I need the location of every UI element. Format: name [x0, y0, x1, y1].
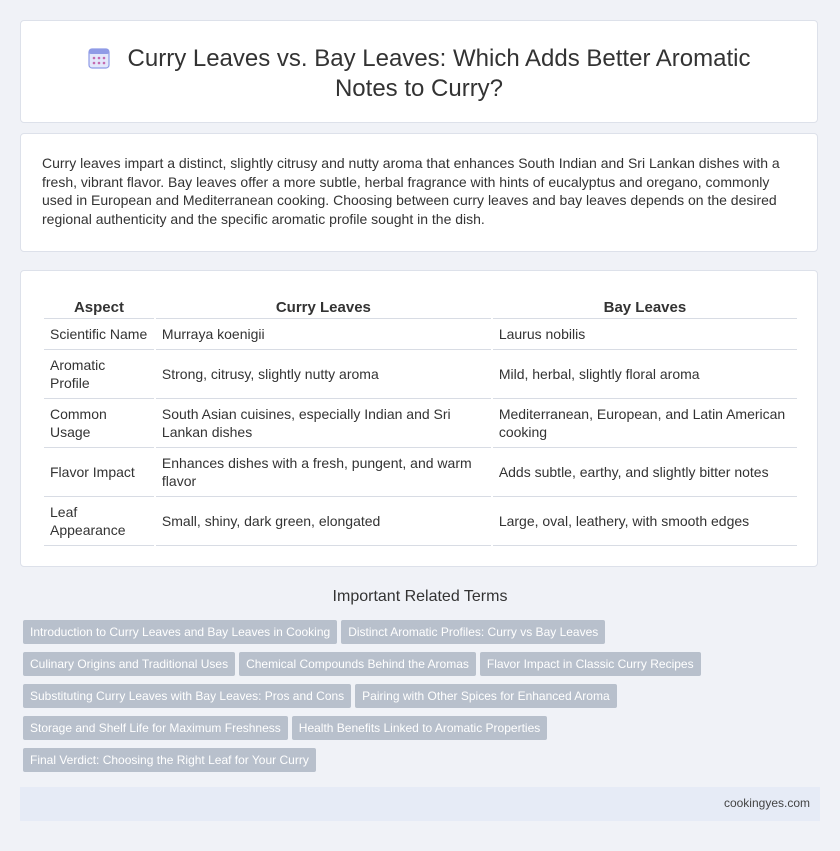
page-title-text: Curry Leaves vs. Bay Leaves: Which Adds Better Aromatic Notes to Curry?	[127, 45, 751, 102]
table-cell: Scientific Name	[44, 319, 154, 350]
comparison-table-card	[20, 270, 818, 567]
intro-paragraph: Curry leaves impart a distinct, slightly citrusy and nutty aroma that enhances South Indian and Sri Lankan dishes with a fresh, vibrant flavor. Bay leaves offer a more subtle, herbal fragrance with hints of eucalyptus and oregano, commonly used in European and Mediterranean cooking. Choosing between curry leaves and bay leaves depends on the desired regional authenticity and the specific aromatic profile sought in the dish.	[42, 155, 780, 227]
related-term-tag[interactable]: Introduction to Curry Leaves and Bay Leaves in Cooking	[23, 620, 337, 644]
table-header-row	[44, 295, 797, 319]
table-cell: Common Usage	[44, 399, 154, 448]
table-row	[44, 319, 797, 350]
related-terms-heading: Important Related Terms	[332, 588, 508, 605]
footer	[20, 787, 820, 821]
table-cell: Aromatic Profile	[44, 350, 154, 399]
related-term-tag[interactable]: Distinct Aromatic Profiles: Curry vs Bay Leaves	[341, 620, 605, 644]
related-term-tag[interactable]: Chemical Compounds Behind the Aromas	[239, 652, 476, 676]
column-header: Aspect	[44, 295, 154, 319]
table-row	[44, 497, 797, 546]
related-term-tag[interactable]: Culinary Origins and Traditional Uses	[23, 652, 235, 676]
table-cell: Laurus nobilis	[493, 319, 797, 350]
related-term-tag[interactable]: Pairing with Other Spices for Enhanced Aroma	[355, 684, 616, 708]
intro-card	[20, 133, 818, 252]
comparison-table	[42, 295, 799, 546]
table-row	[44, 448, 797, 497]
title-card	[20, 20, 818, 123]
table-cell: Mediterranean, European, and Latin American cooking	[493, 399, 797, 448]
table-cell: Adds subtle, earthy, and slightly bitter notes	[493, 448, 797, 497]
calendar-icon	[88, 47, 110, 69]
table-cell: Enhances dishes with a fresh, pungent, and warm flavor	[156, 448, 491, 497]
table-cell: Murraya koenigii	[156, 319, 491, 350]
table-cell: Large, oval, leathery, with smooth edges	[493, 497, 797, 546]
table-cell: Flavor Impact	[44, 448, 154, 497]
table-cell: Leaf Appearance	[44, 497, 154, 546]
footer-site-name: cookingyes.com	[723, 796, 810, 810]
table-cell: Strong, citrusy, slightly nutty aroma	[156, 350, 491, 399]
table-cell: South Asian cuisines, especially Indian and Sri Lankan dishes	[156, 399, 491, 448]
table-row	[44, 350, 797, 399]
related-term-tag[interactable]: Flavor Impact in Classic Curry Recipes	[480, 652, 701, 676]
column-header: Bay Leaves	[493, 295, 797, 319]
page-title	[61, 44, 777, 104]
table-cell: Mild, herbal, slightly floral aroma	[493, 350, 797, 399]
column-header: Curry Leaves	[156, 295, 491, 319]
table-row	[44, 399, 797, 448]
related-term-tag[interactable]: Health Benefits Linked to Aromatic Properties	[292, 716, 547, 740]
related-term-tag[interactable]: Substituting Curry Leaves with Bay Leaves: Pros and Cons	[23, 684, 351, 708]
related-terms-list	[23, 620, 823, 780]
related-term-tag[interactable]: Final Verdict: Choosing the Right Leaf for Your Curry	[23, 748, 316, 772]
related-term-tag[interactable]: Storage and Shelf Life for Maximum Freshness	[23, 716, 288, 740]
table-cell: Small, shiny, dark green, elongated	[156, 497, 491, 546]
